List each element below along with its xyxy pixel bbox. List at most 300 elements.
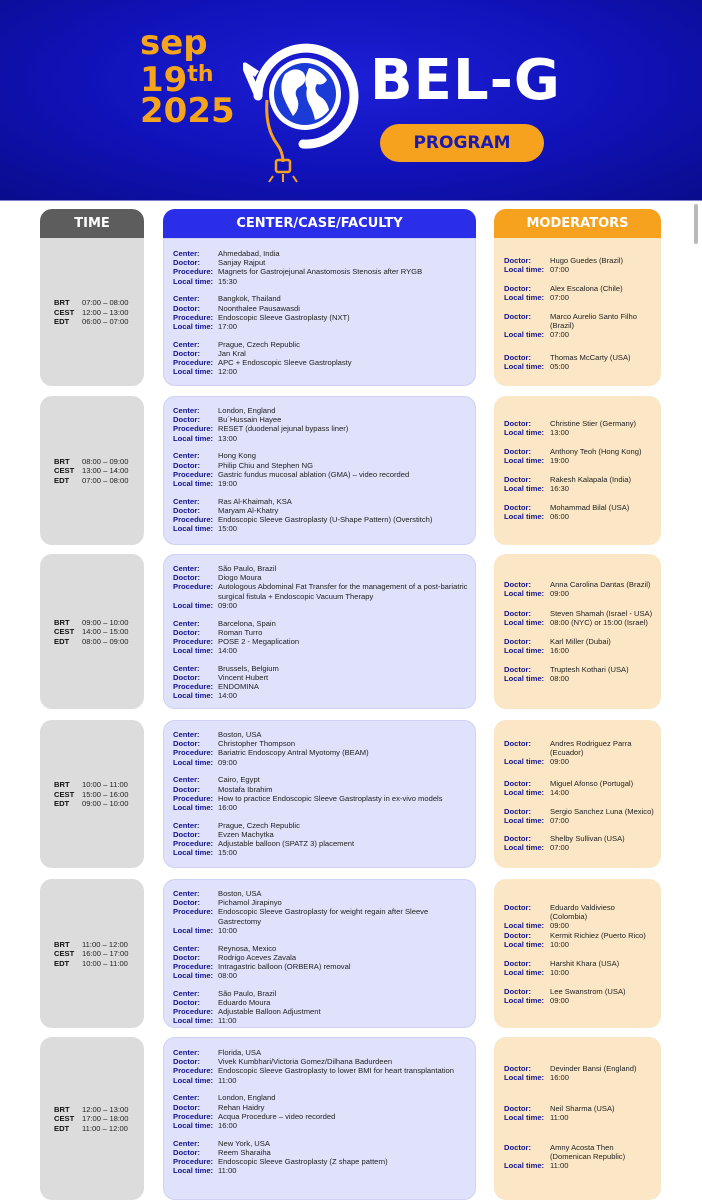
moderator-time-line bbox=[504, 589, 654, 598]
moderator-name: Christine Stier (Germany) bbox=[550, 419, 637, 428]
field-label: Doctor: bbox=[173, 898, 200, 908]
case-doctor: Diogo Moura bbox=[218, 573, 262, 583]
case-procedure: Endoscopic Sleeve Gastroplasty for weight regain after Sleeve Gastrectomy bbox=[218, 907, 429, 926]
timezone-label: CEST bbox=[54, 466, 75, 475]
timezone-label: BRT bbox=[54, 780, 70, 789]
case-center: New York, USA bbox=[218, 1138, 270, 1148]
moderator-time-line bbox=[504, 1073, 654, 1082]
moderator-doctor-line bbox=[504, 739, 654, 757]
field-label: Doctor: bbox=[173, 1102, 200, 1112]
moderator-name: Shelby Sullivan (USA) bbox=[550, 834, 625, 843]
case-list bbox=[173, 564, 469, 709]
moderator-item bbox=[504, 475, 654, 493]
field-label: Local time: bbox=[504, 512, 545, 522]
field-label: Doctor: bbox=[504, 665, 531, 674]
case-time: 11:00 bbox=[218, 1166, 237, 1176]
case-block bbox=[163, 396, 476, 545]
field-label: Center: bbox=[173, 775, 200, 785]
case-procedure: Adjustable balloon (SPATZ 3) placement bbox=[218, 839, 355, 849]
case-item bbox=[173, 1093, 469, 1130]
case-time: 09:00 bbox=[218, 757, 238, 767]
field-label: Local time: bbox=[173, 646, 214, 656]
field-label: Doctor: bbox=[504, 903, 531, 912]
moderator-time-line bbox=[504, 940, 654, 949]
case-procedure: Endoscopic Sleeve Gastroplasty (NXT) bbox=[218, 312, 350, 322]
timezone-range: 07:00 – 08:00 bbox=[82, 298, 129, 307]
field-label: Doctor: bbox=[504, 447, 531, 456]
field-label: Procedure: bbox=[173, 907, 214, 917]
case-procedure: APC + Endoscopic Sleeve Gastroplasty bbox=[218, 358, 352, 368]
field-label: Procedure: bbox=[173, 1066, 214, 1076]
program-button[interactable]: PROGRAM bbox=[380, 124, 544, 162]
case-procedure: Gastric fundus mucosal ablation (GMA) – video recorded bbox=[218, 469, 410, 479]
timezone-label: CEST bbox=[54, 307, 75, 317]
moderator-doctor-line bbox=[504, 834, 654, 843]
moderator-item bbox=[504, 419, 654, 437]
field-label: Doctor: bbox=[504, 834, 531, 843]
case-block bbox=[163, 720, 476, 868]
time-block bbox=[40, 879, 144, 1028]
case-item bbox=[173, 730, 469, 767]
case-list bbox=[173, 406, 469, 542]
column-header-center: CENTER/CASE/FACULTY bbox=[163, 209, 476, 238]
moderator-item bbox=[504, 503, 654, 521]
moderator-name: Miguel Afonso (Portugal) bbox=[550, 779, 634, 788]
timezone-list bbox=[54, 1105, 128, 1134]
case-time: 10:00 bbox=[218, 925, 238, 935]
moderator-item bbox=[504, 353, 654, 371]
field-label: Local time: bbox=[504, 618, 545, 628]
time-block bbox=[40, 1037, 144, 1200]
timezone-label: CEST bbox=[54, 949, 75, 958]
case-item bbox=[173, 619, 469, 656]
moderator-item bbox=[504, 312, 654, 340]
moderator-name: Karl Miller (Dubai) bbox=[550, 637, 611, 646]
case-center: London, England bbox=[218, 406, 276, 415]
timezone-range: 14:00 – 15:00 bbox=[82, 627, 129, 636]
case-procedure: Endoscopic Sleeve Gastroplasty (U-Shape Pattern) (Overstitch) bbox=[218, 515, 433, 525]
timezone-range: 16:00 – 17:00 bbox=[82, 949, 129, 958]
case-center: São Paulo, Brazil bbox=[218, 564, 277, 573]
field-label: Doctor: bbox=[173, 627, 200, 637]
moderator-name: Hugo Guedes (Brazil) bbox=[550, 256, 624, 265]
case-item bbox=[173, 944, 469, 981]
field-label: Center: bbox=[173, 663, 200, 673]
moderator-doctor-line bbox=[504, 1143, 654, 1161]
field-label: Local time: bbox=[173, 691, 214, 701]
timezone-range: 08:00 – 09:00 bbox=[82, 456, 129, 466]
field-label: Procedure: bbox=[173, 515, 214, 525]
field-label: Local time: bbox=[504, 843, 545, 853]
field-label: Procedure: bbox=[173, 469, 214, 479]
timezone-label: BRT bbox=[54, 456, 70, 466]
case-procedure: Intragastric balloon (ORBERA) removal bbox=[218, 961, 351, 971]
field-label: Local time: bbox=[504, 589, 545, 599]
timezone-list bbox=[54, 780, 128, 809]
field-label: Doctor: bbox=[504, 256, 531, 265]
timezone-label: CEST bbox=[54, 627, 75, 636]
field-label: Center: bbox=[173, 1093, 200, 1103]
moderator-doctor-line bbox=[504, 312, 654, 330]
case-list bbox=[173, 1048, 469, 1184]
case-time: 13:00 bbox=[218, 433, 238, 443]
case-procedure: Endoscopic Sleeve Gastroplasty to lower BMI for heart transplantation bbox=[218, 1066, 454, 1076]
moderator-time-line bbox=[504, 1113, 654, 1122]
field-label: Local time: bbox=[173, 802, 214, 812]
case-doctor: Jan Kral bbox=[218, 348, 246, 358]
field-label: Local time: bbox=[504, 1073, 545, 1083]
case-block bbox=[163, 879, 476, 1028]
moderator-name: Eduardo Valdivieso (Colombia) bbox=[550, 903, 615, 922]
field-label: Procedure: bbox=[173, 682, 214, 692]
case-doctor: Evzen Machytka bbox=[218, 829, 274, 839]
moderator-name: Devinder Bansi (England) bbox=[550, 1064, 637, 1073]
case-doctor: Mostafa Ibrahim bbox=[218, 784, 273, 794]
field-label: Doctor: bbox=[504, 1104, 531, 1113]
moderators-block bbox=[494, 1037, 661, 1200]
moderator-time: 19:00 bbox=[550, 456, 570, 466]
field-label: Center: bbox=[173, 294, 200, 304]
time-block bbox=[40, 238, 144, 386]
field-label: Doctor: bbox=[504, 931, 531, 940]
field-label: Doctor: bbox=[173, 1147, 200, 1157]
moderator-item bbox=[504, 1064, 654, 1082]
timezone-label: EDT bbox=[54, 475, 70, 485]
field-label: Center: bbox=[173, 988, 200, 998]
moderator-time-line bbox=[504, 996, 654, 1005]
case-time: 11:00 bbox=[218, 1075, 237, 1085]
case-procedure: Endoscopic Sleeve Gastroplasty (Z shape pattern) bbox=[218, 1157, 388, 1167]
field-label: Doctor: bbox=[173, 505, 200, 515]
case-list bbox=[173, 249, 469, 385]
moderator-item bbox=[504, 665, 654, 683]
case-time: 08:00 bbox=[218, 971, 238, 981]
case-center: Boston, USA bbox=[218, 889, 262, 898]
case-item bbox=[173, 775, 469, 812]
moderator-time: 09:00 bbox=[550, 757, 570, 767]
field-label: Procedure: bbox=[173, 424, 214, 434]
field-label: Procedure: bbox=[173, 358, 214, 368]
field-label: Local time: bbox=[504, 996, 545, 1006]
moderator-time-line bbox=[504, 265, 654, 274]
moderator-doctor-line bbox=[504, 447, 654, 456]
moderator-item bbox=[504, 779, 654, 797]
case-doctor: Christopher Thompson bbox=[218, 739, 296, 749]
moderator-time: 16:30 bbox=[550, 484, 570, 494]
field-label: Procedure: bbox=[173, 636, 214, 646]
timezone-label: BRT bbox=[54, 298, 70, 307]
moderator-item bbox=[504, 1143, 654, 1171]
moderator-doctor-line bbox=[504, 987, 654, 996]
timezone-range: 10:00 – 11:00 bbox=[82, 780, 128, 789]
date-day-number: 19 bbox=[140, 60, 188, 100]
brand-name: BEL-G bbox=[370, 48, 561, 113]
field-label: Doctor: bbox=[504, 1143, 531, 1152]
moderator-doctor-line bbox=[504, 1064, 654, 1073]
moderator-time: 09:00 bbox=[550, 921, 570, 931]
case-time: 19:00 bbox=[218, 478, 238, 488]
field-label: Local time: bbox=[504, 330, 545, 340]
case-center: Brussels, Belgium bbox=[218, 663, 279, 673]
moderator-name: Rakesh Kalapala (India) bbox=[550, 475, 632, 484]
field-label: Local time: bbox=[173, 276, 214, 286]
moderator-name: Thomas McCarty (USA) bbox=[550, 353, 631, 362]
field-label: Procedure: bbox=[173, 312, 214, 322]
field-label: Doctor: bbox=[173, 1057, 200, 1067]
moderators-block bbox=[494, 554, 661, 709]
case-doctor: Philip Chiu and Stephen NG bbox=[218, 460, 313, 470]
timezone-range: 15:00 – 16:00 bbox=[82, 789, 129, 799]
case-center: Barcelona, Spain bbox=[218, 618, 276, 628]
moderator-time: 09:00 bbox=[550, 589, 570, 599]
case-doctor: Vincent Hubert bbox=[218, 673, 269, 683]
field-label: Local time: bbox=[504, 293, 545, 303]
scrollbar-thumb[interactable] bbox=[694, 204, 698, 244]
timezone-range: 10:00 – 11:00 bbox=[82, 958, 128, 968]
case-block bbox=[163, 1037, 476, 1200]
moderator-doctor-line bbox=[504, 931, 654, 940]
timezone-range: 09:00 – 10:00 bbox=[82, 617, 129, 627]
field-label: Doctor: bbox=[173, 784, 200, 794]
field-label: Center: bbox=[173, 339, 200, 349]
field-label: Doctor: bbox=[504, 284, 531, 293]
field-label: Center: bbox=[173, 943, 200, 953]
moderator-time-line bbox=[504, 674, 654, 683]
case-center: Ahmedabad, India bbox=[218, 249, 280, 258]
field-label: Local time: bbox=[504, 646, 545, 656]
field-label: Center: bbox=[173, 730, 200, 739]
moderator-time: 07:00 bbox=[550, 330, 570, 340]
moderator-name: Amny Acosta Then (Domenican Republic) bbox=[550, 1143, 626, 1162]
field-label: Center: bbox=[173, 564, 200, 573]
moderator-name: Sergio Sanchez Luna (Mexico) bbox=[550, 807, 654, 816]
timezone-range: 06:00 – 07:00 bbox=[82, 317, 129, 326]
moderators-block bbox=[494, 720, 661, 868]
field-label: Procedure: bbox=[173, 1007, 214, 1017]
field-label: Doctor: bbox=[504, 475, 531, 484]
moderator-item bbox=[504, 739, 654, 767]
field-label: Center: bbox=[173, 406, 200, 415]
moderator-name: Lee Swanstrom (USA) bbox=[550, 987, 626, 996]
case-time: 14:00 bbox=[218, 691, 238, 701]
case-center: Ras Al-Khaimah, KSA bbox=[218, 496, 292, 506]
moderator-name: Alex Escalona (Chile) bbox=[550, 284, 623, 293]
case-item bbox=[173, 294, 469, 331]
time-block bbox=[40, 396, 144, 545]
field-label: Center: bbox=[173, 1138, 200, 1148]
timezone-list bbox=[54, 298, 128, 327]
field-label: Local time: bbox=[173, 971, 214, 981]
field-label: Center: bbox=[173, 618, 200, 628]
time-block bbox=[40, 554, 144, 709]
moderator-doctor-line bbox=[504, 779, 654, 788]
field-label: Local time: bbox=[173, 600, 214, 610]
moderator-time: 16:00 bbox=[550, 646, 570, 656]
field-label: Local time: bbox=[504, 816, 545, 826]
moderator-doctor-line bbox=[504, 807, 654, 816]
moderator-time-line bbox=[504, 330, 654, 339]
moderator-doctor-line bbox=[504, 580, 654, 589]
moderator-time-line bbox=[504, 968, 654, 977]
case-procedure: POSE 2 - Megaplication bbox=[218, 636, 300, 646]
moderator-time: 07:00 bbox=[550, 816, 570, 826]
timezone-label: BRT bbox=[54, 617, 70, 627]
moderator-time: 08:00 bbox=[550, 674, 570, 684]
field-label: Local time: bbox=[504, 456, 545, 466]
case-doctor: Pichamol Jirapinyo bbox=[218, 898, 282, 908]
moderators-block bbox=[494, 879, 661, 1028]
case-doctor: Rodrigo Aceves Zavala bbox=[218, 952, 297, 962]
timezone-range: 09:00 – 10:00 bbox=[82, 799, 129, 808]
field-label: Procedure: bbox=[173, 267, 214, 277]
case-item bbox=[173, 664, 469, 701]
moderator-time-line bbox=[504, 788, 654, 797]
field-label: Local time: bbox=[504, 674, 545, 684]
field-label: Local time: bbox=[504, 1113, 545, 1123]
case-item bbox=[173, 889, 469, 935]
case-center: Prague, Czech Republic bbox=[218, 339, 300, 349]
moderator-time: 16:00 bbox=[550, 1073, 570, 1083]
moderator-time-line bbox=[504, 618, 654, 627]
case-item bbox=[173, 497, 469, 534]
field-label: Doctor: bbox=[173, 829, 200, 839]
moderator-time: 09:00 bbox=[550, 996, 570, 1006]
moderator-doctor-line bbox=[504, 637, 654, 646]
field-label: Doctor: bbox=[504, 779, 531, 788]
field-label: Procedure: bbox=[173, 1111, 214, 1121]
moderator-name: Neil Sharma (USA) bbox=[550, 1104, 615, 1113]
moderator-item bbox=[504, 987, 654, 1005]
moderator-time: 06:00 bbox=[550, 512, 570, 522]
page-scrollbar[interactable] bbox=[690, 200, 702, 1200]
time-block bbox=[40, 720, 144, 868]
moderator-doctor-line bbox=[504, 665, 654, 674]
field-label: Local time: bbox=[504, 362, 545, 372]
case-procedure: Adjustable Balloon Adjustment bbox=[218, 1007, 321, 1017]
case-center: Hong Kong bbox=[218, 451, 256, 461]
field-label: Doctor: bbox=[504, 959, 531, 968]
timezone-range: 12:00 – 13:00 bbox=[82, 1104, 129, 1114]
case-list bbox=[173, 730, 469, 866]
moderator-doctor-line bbox=[504, 353, 654, 362]
field-label: Local time: bbox=[504, 1161, 545, 1171]
field-label: Doctor: bbox=[173, 415, 200, 425]
case-item bbox=[173, 1139, 469, 1176]
moderator-doctor-line bbox=[504, 419, 654, 428]
moderator-time: 10:00 bbox=[550, 968, 570, 978]
case-item bbox=[173, 340, 469, 377]
field-label: Procedure: bbox=[173, 961, 214, 971]
field-label: Local time: bbox=[173, 848, 214, 858]
field-label: Center: bbox=[173, 820, 200, 830]
timezone-list bbox=[54, 940, 128, 969]
field-label: Procedure: bbox=[173, 582, 214, 592]
moderator-doctor-line bbox=[504, 903, 654, 921]
moderator-time-line bbox=[504, 843, 654, 852]
field-label: Doctor: bbox=[173, 998, 200, 1008]
case-center: Bangkok, Thailand bbox=[218, 294, 281, 304]
field-label: Doctor: bbox=[504, 312, 531, 321]
field-label: Local time: bbox=[504, 921, 545, 931]
case-center: London, England bbox=[218, 1093, 276, 1103]
moderator-item bbox=[504, 834, 654, 852]
field-label: Doctor: bbox=[504, 807, 531, 816]
field-label: Doctor: bbox=[504, 580, 531, 589]
case-procedure: Acqua Procedure – video recorded bbox=[218, 1111, 336, 1121]
timezone-range: 11:00 – 12:00 bbox=[82, 939, 128, 949]
case-item bbox=[173, 821, 469, 858]
field-label: Doctor: bbox=[173, 739, 200, 749]
field-label: Center: bbox=[173, 451, 200, 461]
timezone-range: 08:00 – 09:00 bbox=[82, 636, 129, 646]
field-label: Local time: bbox=[173, 757, 214, 767]
moderator-name: Mohammad Bilal (USA) bbox=[550, 503, 630, 512]
case-time: 11:00 bbox=[218, 1016, 237, 1026]
field-label: Local time: bbox=[173, 1075, 214, 1085]
case-time: 15:00 bbox=[218, 524, 238, 534]
globe-logo-icon bbox=[243, 36, 365, 186]
moderator-doctor-line bbox=[504, 959, 654, 968]
moderator-time-line bbox=[504, 362, 654, 371]
field-label: Procedure: bbox=[173, 1157, 214, 1167]
moderator-time-line bbox=[504, 816, 654, 825]
case-item bbox=[173, 989, 469, 1026]
moderator-item bbox=[504, 959, 654, 977]
case-procedure: ENDOMINA bbox=[218, 682, 259, 692]
case-center: Florida, USA bbox=[218, 1048, 262, 1057]
field-label: Center: bbox=[173, 249, 200, 258]
moderator-time-line bbox=[504, 456, 654, 465]
case-center: São Paulo, Brazil bbox=[218, 988, 277, 998]
field-label: Doctor: bbox=[504, 739, 531, 748]
timezone-label: EDT bbox=[54, 636, 70, 646]
case-center: Prague, Czech Republic bbox=[218, 820, 300, 830]
field-label: Local time: bbox=[173, 524, 214, 534]
moderators-block bbox=[494, 238, 661, 386]
case-item bbox=[173, 1048, 469, 1085]
case-procedure: How to practice Endoscopic Sleeve Gastroplasty in ex-vivo models bbox=[218, 793, 443, 803]
case-procedure: Autologous Abdominal Fat Transfer for the management of a post-bariatric surgical fistula + Endoscopic Vacuum Therapy bbox=[218, 582, 468, 601]
case-doctor: Roman Turro bbox=[218, 627, 263, 637]
field-label: Center: bbox=[173, 496, 200, 506]
moderator-item bbox=[504, 447, 654, 465]
case-item bbox=[173, 249, 469, 286]
moderator-item bbox=[504, 931, 654, 949]
field-label: Doctor: bbox=[173, 952, 200, 962]
case-list bbox=[173, 889, 469, 1034]
timezone-list bbox=[54, 457, 128, 486]
column-header-moderators: MODERATORS bbox=[494, 209, 661, 238]
timezone-label: BRT bbox=[54, 1104, 70, 1114]
field-label: Local time: bbox=[173, 367, 214, 377]
timezone-label: EDT bbox=[54, 317, 70, 326]
date-day-suffix: th bbox=[187, 62, 214, 87]
case-center: Reynosa, Mexico bbox=[218, 943, 277, 953]
field-label: Local time: bbox=[173, 478, 214, 488]
moderator-time-line bbox=[504, 428, 654, 437]
timezone-label: CEST bbox=[54, 789, 75, 799]
field-label: Doctor: bbox=[173, 348, 200, 358]
field-label: Doctor: bbox=[504, 419, 531, 428]
moderator-doctor-line bbox=[504, 503, 654, 512]
field-label: Doctor: bbox=[504, 637, 531, 646]
case-doctor: Vivek Kumbhari/Victoria Gomez/Dilhana Badurdeen bbox=[218, 1057, 393, 1067]
moderator-time: 14:00 bbox=[550, 788, 570, 798]
moderator-item bbox=[504, 580, 654, 598]
case-time: 17:00 bbox=[218, 321, 238, 331]
moderator-name: Kermit Richiez (Puerto Rico) bbox=[550, 931, 646, 940]
field-label: Local time: bbox=[173, 433, 214, 443]
